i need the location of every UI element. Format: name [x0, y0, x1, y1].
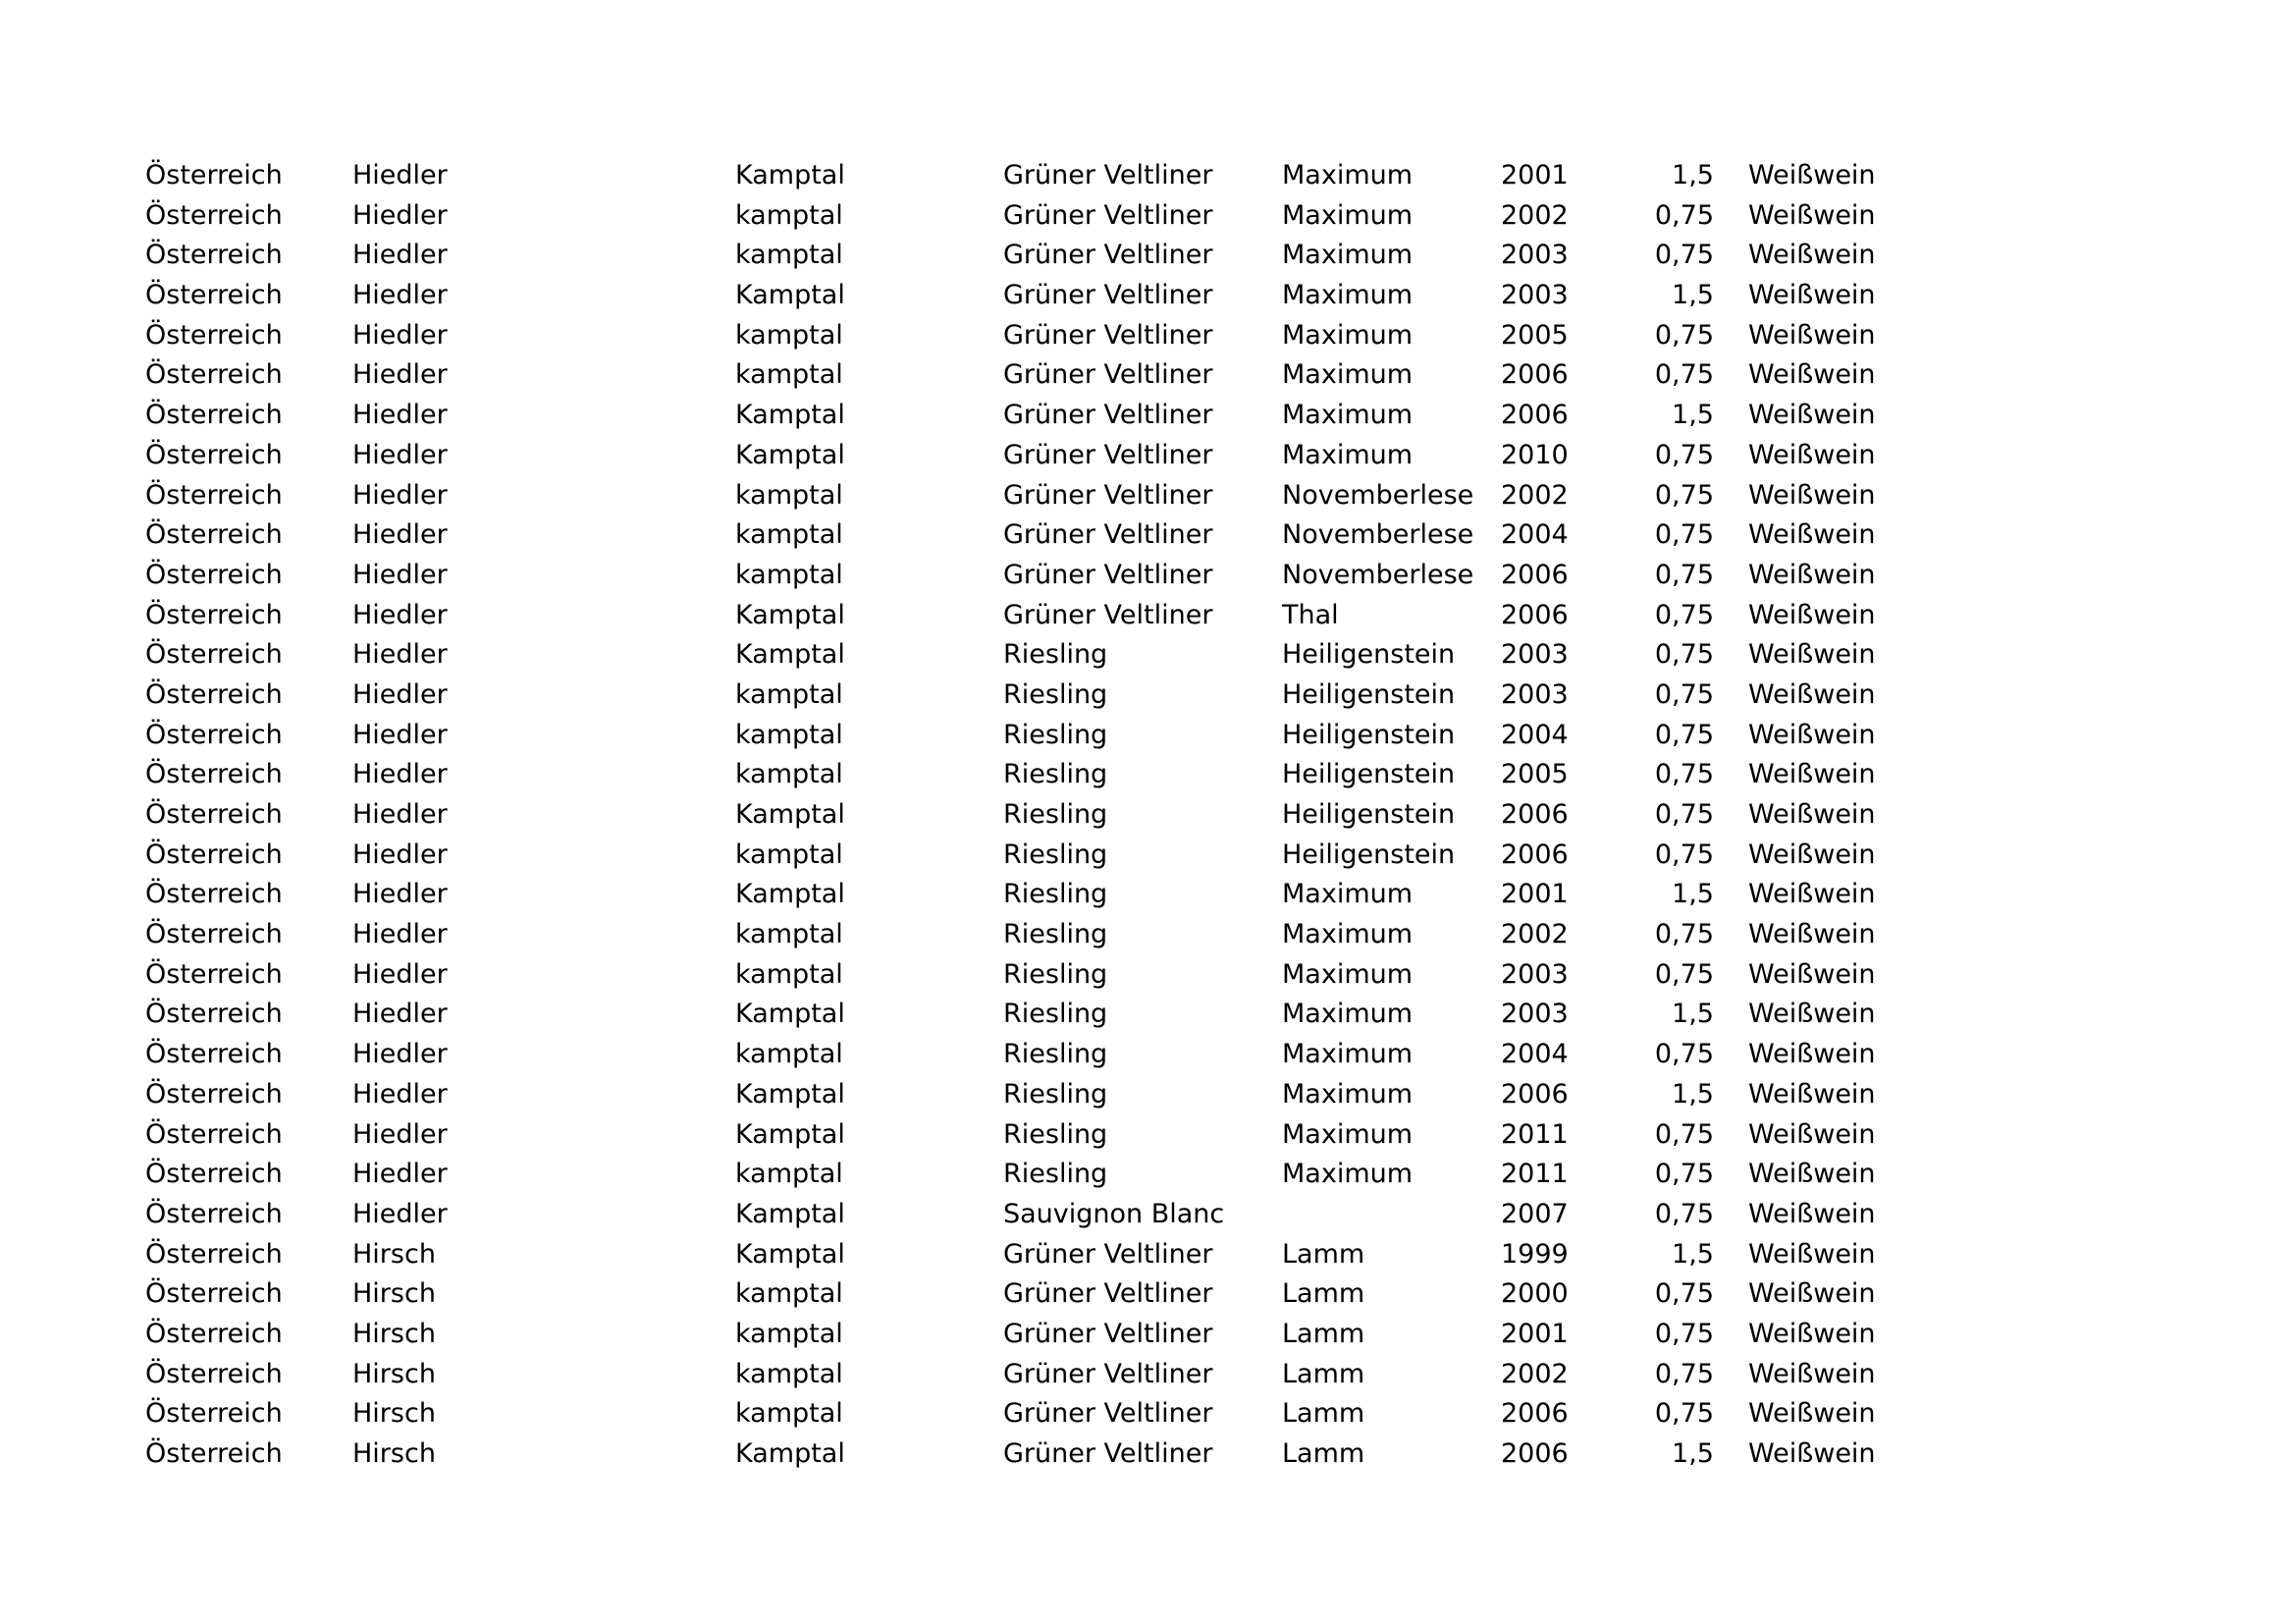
- cell-region: Kamptal: [735, 1118, 845, 1150]
- cell-producer: Hiedler: [352, 919, 448, 950]
- cell-year: 2003: [1501, 639, 1569, 671]
- cell-region: kamptal: [735, 199, 843, 231]
- cell-vineyard: Heiligenstein: [1282, 839, 1456, 870]
- cell-type: Weißwein: [1748, 639, 1876, 671]
- cell-region: Kamptal: [735, 1198, 845, 1229]
- table-row: [145, 1274, 2207, 1315]
- cell-volume: 1,5: [1672, 1238, 1714, 1270]
- table-row: [145, 1115, 2207, 1156]
- cell-year: 2001: [1501, 160, 1569, 190]
- cell-type: Weißwein: [1748, 719, 1876, 750]
- cell-year: 2005: [1501, 759, 1569, 790]
- cell-vineyard: Maximum: [1282, 1159, 1414, 1190]
- table-row: [145, 596, 2207, 636]
- cell-volume: 0,75: [1654, 958, 1714, 990]
- cell-volume: 1,5: [1672, 160, 1714, 190]
- cell-vineyard: Novemberlese: [1282, 479, 1474, 511]
- cell-producer: Hiedler: [352, 559, 448, 590]
- cell-region: Kamptal: [735, 799, 845, 830]
- cell-grape: Riesling: [1003, 678, 1108, 710]
- cell-vineyard: Maximum: [1282, 879, 1414, 910]
- cell-type: Weißwein: [1748, 400, 1876, 431]
- cell-country: Österreich: [145, 1438, 283, 1469]
- cell-year: 2002: [1501, 1358, 1569, 1389]
- cell-year: 2006: [1501, 799, 1569, 830]
- table-row: [145, 1435, 2207, 1475]
- cell-grape: Grüner Veltliner: [1003, 599, 1213, 630]
- cell-region: kamptal: [735, 479, 843, 511]
- cell-vineyard: Lamm: [1282, 1398, 1365, 1430]
- table-row: [145, 1355, 2207, 1395]
- cell-volume: 0,75: [1654, 439, 1714, 470]
- cell-grape: Riesling: [1003, 1078, 1108, 1110]
- cell-region: kamptal: [735, 559, 843, 590]
- table-row: [145, 1394, 2207, 1435]
- cell-year: 2006: [1501, 1438, 1569, 1469]
- cell-grape: Riesling: [1003, 1118, 1108, 1150]
- cell-vineyard: Lamm: [1282, 1238, 1365, 1270]
- table-row: [145, 836, 2207, 876]
- cell-volume: 0,75: [1654, 359, 1714, 391]
- cell-grape: Grüner Veltliner: [1003, 1358, 1213, 1389]
- cell-country: Österreich: [145, 958, 283, 990]
- cell-year: 2006: [1501, 1398, 1569, 1430]
- cell-grape: Riesling: [1003, 879, 1108, 910]
- table-row: [145, 1075, 2207, 1115]
- cell-vineyard: Maximum: [1282, 319, 1414, 351]
- cell-year: 2004: [1501, 519, 1569, 551]
- cell-volume: 0,75: [1654, 1159, 1714, 1190]
- cell-type: Weißwein: [1748, 799, 1876, 830]
- cell-grape: Riesling: [1003, 799, 1108, 830]
- cell-grape: Grüner Veltliner: [1003, 240, 1213, 271]
- cell-vineyard: Maximum: [1282, 280, 1414, 311]
- cell-vineyard: Lamm: [1282, 1278, 1365, 1310]
- cell-vineyard: Maximum: [1282, 958, 1414, 990]
- cell-volume: 0,75: [1654, 799, 1714, 830]
- cell-country: Österreich: [145, 199, 283, 231]
- cell-grape: Riesling: [1003, 639, 1108, 671]
- cell-volume: 0,75: [1654, 559, 1714, 590]
- cell-year: 2007: [1501, 1198, 1569, 1229]
- cell-producer: Hiedler: [352, 1118, 448, 1150]
- cell-volume: 0,75: [1654, 719, 1714, 750]
- cell-producer: Hirsch: [352, 1238, 436, 1270]
- cell-year: 2011: [1501, 1159, 1569, 1190]
- table-row: [145, 515, 2207, 556]
- cell-type: Weißwein: [1748, 1318, 1876, 1349]
- cell-producer: Hiedler: [352, 199, 448, 231]
- cell-type: Weißwein: [1748, 479, 1876, 511]
- cell-type: Weißwein: [1748, 1118, 1876, 1150]
- cell-producer: Hiedler: [352, 479, 448, 511]
- cell-country: Österreich: [145, 879, 283, 910]
- table-row: [145, 1195, 2207, 1235]
- cell-country: Österreich: [145, 519, 283, 551]
- cell-vineyard: Maximum: [1282, 1039, 1414, 1070]
- cell-year: 2003: [1501, 999, 1569, 1030]
- cell-grape: Riesling: [1003, 719, 1108, 750]
- cell-grape: Grüner Veltliner: [1003, 1438, 1213, 1469]
- cell-producer: Hiedler: [352, 439, 448, 470]
- table-row: [145, 156, 2207, 196]
- cell-country: Österreich: [145, 319, 283, 351]
- cell-volume: 0,75: [1654, 1358, 1714, 1389]
- cell-country: Österreich: [145, 639, 283, 671]
- cell-region: Kamptal: [735, 599, 845, 630]
- table-row: [145, 1155, 2207, 1195]
- cell-producer: Hiedler: [352, 599, 448, 630]
- cell-country: Österreich: [145, 719, 283, 750]
- cell-year: 2004: [1501, 719, 1569, 750]
- cell-type: Weißwein: [1748, 599, 1876, 630]
- cell-region: kamptal: [735, 958, 843, 990]
- cell-region: Kamptal: [735, 1438, 845, 1469]
- cell-vineyard: Heiligenstein: [1282, 639, 1456, 671]
- cell-type: Weißwein: [1748, 958, 1876, 990]
- cell-region: kamptal: [735, 1039, 843, 1070]
- cell-grape: Sauvignon Blanc: [1003, 1198, 1225, 1229]
- cell-grape: Grüner Veltliner: [1003, 359, 1213, 391]
- table-row: [145, 1035, 2207, 1075]
- cell-region: kamptal: [735, 1358, 843, 1389]
- cell-type: Weißwein: [1748, 559, 1876, 590]
- cell-producer: Hiedler: [352, 1039, 448, 1070]
- cell-volume: 0,75: [1654, 1318, 1714, 1349]
- cell-region: Kamptal: [735, 439, 845, 470]
- cell-producer: Hiedler: [352, 240, 448, 271]
- cell-volume: 0,75: [1654, 479, 1714, 511]
- cell-grape: Riesling: [1003, 1039, 1108, 1070]
- cell-vineyard: Maximum: [1282, 439, 1414, 470]
- cell-type: Weißwein: [1748, 678, 1876, 710]
- cell-country: Österreich: [145, 359, 283, 391]
- cell-producer: Hiedler: [352, 759, 448, 790]
- cell-volume: 1,5: [1672, 1078, 1714, 1110]
- cell-producer: Hiedler: [352, 678, 448, 710]
- cell-country: Österreich: [145, 240, 283, 271]
- cell-vineyard: Maximum: [1282, 400, 1414, 431]
- cell-region: kamptal: [735, 719, 843, 750]
- cell-volume: 1,5: [1672, 1438, 1714, 1469]
- cell-vineyard: Lamm: [1282, 1318, 1365, 1349]
- cell-region: kamptal: [735, 759, 843, 790]
- cell-volume: 0,75: [1654, 1398, 1714, 1430]
- cell-vineyard: Heiligenstein: [1282, 799, 1456, 830]
- cell-volume: 0,75: [1654, 759, 1714, 790]
- table-row: [145, 355, 2207, 396]
- cell-producer: Hiedler: [352, 519, 448, 551]
- cell-volume: 0,75: [1654, 240, 1714, 271]
- cell-type: Weißwein: [1748, 1438, 1876, 1469]
- cell-region: kamptal: [735, 839, 843, 870]
- table-row: [145, 196, 2207, 237]
- cell-grape: Riesling: [1003, 919, 1108, 950]
- cell-grape: Riesling: [1003, 839, 1108, 870]
- cell-year: 2004: [1501, 1039, 1569, 1070]
- table-row: [145, 915, 2207, 955]
- cell-region: kamptal: [735, 359, 843, 391]
- cell-year: 2006: [1501, 839, 1569, 870]
- cell-country: Österreich: [145, 400, 283, 431]
- cell-type: Weißwein: [1748, 839, 1876, 870]
- cell-producer: Hiedler: [352, 879, 448, 910]
- cell-year: 2006: [1501, 400, 1569, 431]
- cell-country: Österreich: [145, 559, 283, 590]
- cell-volume: 0,75: [1654, 919, 1714, 950]
- cell-year: 2006: [1501, 1078, 1569, 1110]
- cell-year: 2003: [1501, 240, 1569, 271]
- cell-type: Weißwein: [1748, 1159, 1876, 1190]
- cell-year: 2001: [1501, 879, 1569, 910]
- cell-producer: Hiedler: [352, 359, 448, 391]
- cell-vineyard: Heiligenstein: [1282, 759, 1456, 790]
- table-row: [145, 276, 2207, 316]
- cell-vineyard: Thal: [1282, 599, 1339, 630]
- cell-volume: 1,5: [1672, 879, 1714, 910]
- cell-year: 2003: [1501, 280, 1569, 311]
- cell-vineyard: Maximum: [1282, 240, 1414, 271]
- cell-producer: Hiedler: [352, 1078, 448, 1110]
- cell-year: 2002: [1501, 919, 1569, 950]
- cell-grape: Grüner Veltliner: [1003, 559, 1213, 590]
- cell-grape: Riesling: [1003, 759, 1108, 790]
- cell-vineyard: Maximum: [1282, 1118, 1414, 1150]
- cell-producer: Hiedler: [352, 319, 448, 351]
- cell-vineyard: Novemberlese: [1282, 559, 1474, 590]
- table-row: [145, 755, 2207, 795]
- cell-grape: Grüner Veltliner: [1003, 1278, 1213, 1310]
- cell-region: kamptal: [735, 1398, 843, 1430]
- cell-volume: 0,75: [1654, 319, 1714, 351]
- cell-type: Weißwein: [1748, 919, 1876, 950]
- cell-grape: Grüner Veltliner: [1003, 199, 1213, 231]
- cell-grape: Riesling: [1003, 958, 1108, 990]
- table-row: [145, 1315, 2207, 1355]
- cell-grape: Grüner Veltliner: [1003, 280, 1213, 311]
- cell-country: Österreich: [145, 1238, 283, 1270]
- cell-grape: Grüner Veltliner: [1003, 1238, 1213, 1270]
- cell-country: Österreich: [145, 1118, 283, 1150]
- table-row: [145, 236, 2207, 276]
- cell-type: Weißwein: [1748, 439, 1876, 470]
- cell-type: Weißwein: [1748, 1039, 1876, 1070]
- cell-year: 2001: [1501, 1318, 1569, 1349]
- cell-year: 2000: [1501, 1278, 1569, 1310]
- cell-volume: 1,5: [1672, 400, 1714, 431]
- table-row: [145, 995, 2207, 1035]
- cell-producer: Hiedler: [352, 799, 448, 830]
- cell-producer: Hiedler: [352, 639, 448, 671]
- cell-vineyard: Maximum: [1282, 919, 1414, 950]
- table-row: [145, 635, 2207, 676]
- cell-country: Österreich: [145, 799, 283, 830]
- cell-volume: 0,75: [1654, 639, 1714, 671]
- cell-region: Kamptal: [735, 160, 845, 190]
- cell-country: Österreich: [145, 839, 283, 870]
- cell-producer: Hiedler: [352, 1198, 448, 1229]
- cell-grape: Grüner Veltliner: [1003, 160, 1213, 190]
- cell-region: kamptal: [735, 1318, 843, 1349]
- cell-country: Österreich: [145, 1198, 283, 1229]
- cell-country: Österreich: [145, 678, 283, 710]
- cell-volume: 0,75: [1654, 1198, 1714, 1229]
- cell-country: Österreich: [145, 479, 283, 511]
- cell-country: Österreich: [145, 1278, 283, 1310]
- cell-region: kamptal: [735, 678, 843, 710]
- cell-volume: 0,75: [1654, 1118, 1714, 1150]
- table-row: [145, 316, 2207, 356]
- table-row: [145, 436, 2207, 476]
- cell-year: 2006: [1501, 599, 1569, 630]
- cell-region: Kamptal: [735, 879, 845, 910]
- cell-type: Weißwein: [1748, 319, 1876, 351]
- cell-volume: 1,5: [1672, 999, 1714, 1030]
- cell-year: 2011: [1501, 1118, 1569, 1150]
- cell-type: Weißwein: [1748, 1278, 1876, 1310]
- cell-year: 1999: [1501, 1238, 1569, 1270]
- cell-year: 2006: [1501, 359, 1569, 391]
- cell-region: Kamptal: [735, 639, 845, 671]
- cell-region: kamptal: [735, 240, 843, 271]
- cell-vineyard: Lamm: [1282, 1358, 1365, 1389]
- cell-country: Österreich: [145, 999, 283, 1030]
- cell-country: Österreich: [145, 1078, 283, 1110]
- cell-producer: Hirsch: [352, 1398, 436, 1430]
- cell-producer: Hiedler: [352, 999, 448, 1030]
- cell-grape: Riesling: [1003, 1159, 1108, 1190]
- cell-type: Weißwein: [1748, 999, 1876, 1030]
- cell-region: Kamptal: [735, 1238, 845, 1270]
- table-row: [145, 875, 2207, 915]
- cell-grape: Grüner Veltliner: [1003, 479, 1213, 511]
- cell-vineyard: Maximum: [1282, 999, 1414, 1030]
- cell-type: Weißwein: [1748, 1078, 1876, 1110]
- cell-volume: 0,75: [1654, 1039, 1714, 1070]
- cell-type: Weißwein: [1748, 879, 1876, 910]
- cell-volume: 1,5: [1672, 280, 1714, 311]
- cell-type: Weißwein: [1748, 160, 1876, 190]
- cell-type: Weißwein: [1748, 240, 1876, 271]
- cell-volume: 0,75: [1654, 678, 1714, 710]
- cell-vineyard: Heiligenstein: [1282, 678, 1456, 710]
- cell-country: Österreich: [145, 160, 283, 190]
- cell-country: Österreich: [145, 919, 283, 950]
- cell-producer: Hirsch: [352, 1358, 436, 1389]
- cell-producer: Hiedler: [352, 400, 448, 431]
- cell-country: Österreich: [145, 1159, 283, 1190]
- cell-region: Kamptal: [735, 280, 845, 311]
- table-row: [145, 1235, 2207, 1275]
- cell-vineyard: Maximum: [1282, 359, 1414, 391]
- cell-producer: Hiedler: [352, 719, 448, 750]
- cell-region: kamptal: [735, 1159, 843, 1190]
- table-row: [145, 795, 2207, 836]
- wine-table: [145, 156, 2207, 1475]
- cell-vineyard: Maximum: [1282, 199, 1414, 231]
- cell-year: 2003: [1501, 678, 1569, 710]
- cell-region: kamptal: [735, 319, 843, 351]
- cell-year: 2006: [1501, 559, 1569, 590]
- cell-country: Österreich: [145, 1358, 283, 1389]
- cell-country: Österreich: [145, 599, 283, 630]
- cell-volume: 0,75: [1654, 1278, 1714, 1310]
- cell-vineyard: Maximum: [1282, 1078, 1414, 1110]
- cell-producer: Hiedler: [352, 958, 448, 990]
- cell-grape: Grüner Veltliner: [1003, 1318, 1213, 1349]
- cell-grape: Grüner Veltliner: [1003, 519, 1213, 551]
- cell-type: Weißwein: [1748, 759, 1876, 790]
- cell-country: Österreich: [145, 439, 283, 470]
- cell-vineyard: Heiligenstein: [1282, 719, 1456, 750]
- cell-type: Weißwein: [1748, 1198, 1876, 1229]
- cell-volume: 0,75: [1654, 199, 1714, 231]
- cell-country: Österreich: [145, 280, 283, 311]
- cell-grape: Riesling: [1003, 999, 1108, 1030]
- cell-volume: 0,75: [1654, 839, 1714, 870]
- cell-grape: Grüner Veltliner: [1003, 1398, 1213, 1430]
- cell-producer: Hiedler: [352, 160, 448, 190]
- table-row: [145, 476, 2207, 516]
- table-row: [145, 396, 2207, 436]
- cell-grape: Grüner Veltliner: [1003, 400, 1213, 431]
- cell-grape: Grüner Veltliner: [1003, 319, 1213, 351]
- cell-country: Österreich: [145, 1039, 283, 1070]
- table-row: [145, 676, 2207, 716]
- cell-vineyard: Novemberlese: [1282, 519, 1474, 551]
- cell-vineyard: Lamm: [1282, 1438, 1365, 1469]
- cell-type: Weißwein: [1748, 519, 1876, 551]
- cell-region: Kamptal: [735, 400, 845, 431]
- cell-producer: Hirsch: [352, 1278, 436, 1310]
- table-row: [145, 716, 2207, 756]
- cell-grape: Grüner Veltliner: [1003, 439, 1213, 470]
- cell-producer: Hirsch: [352, 1318, 436, 1349]
- cell-country: Österreich: [145, 1318, 283, 1349]
- cell-volume: 0,75: [1654, 519, 1714, 551]
- cell-type: Weißwein: [1748, 280, 1876, 311]
- cell-type: Weißwein: [1748, 199, 1876, 231]
- cell-year: 2002: [1501, 199, 1569, 231]
- cell-type: Weißwein: [1748, 359, 1876, 391]
- cell-country: Österreich: [145, 1398, 283, 1430]
- cell-year: 2010: [1501, 439, 1569, 470]
- cell-region: kamptal: [735, 519, 843, 551]
- cell-producer: Hirsch: [352, 1438, 436, 1469]
- cell-year: 2002: [1501, 479, 1569, 511]
- cell-vineyard: Maximum: [1282, 160, 1414, 190]
- cell-type: Weißwein: [1748, 1398, 1876, 1430]
- cell-producer: Hiedler: [352, 1159, 448, 1190]
- cell-year: 2003: [1501, 958, 1569, 990]
- cell-producer: Hiedler: [352, 839, 448, 870]
- cell-region: Kamptal: [735, 1078, 845, 1110]
- cell-year: 2005: [1501, 319, 1569, 351]
- table-row: [145, 556, 2207, 596]
- cell-producer: Hiedler: [352, 280, 448, 311]
- cell-type: Weißwein: [1748, 1238, 1876, 1270]
- cell-country: Österreich: [145, 759, 283, 790]
- cell-volume: 0,75: [1654, 599, 1714, 630]
- table-row: [145, 955, 2207, 996]
- cell-region: kamptal: [735, 1278, 843, 1310]
- cell-region: kamptal: [735, 919, 843, 950]
- cell-region: Kamptal: [735, 999, 845, 1030]
- cell-type: Weißwein: [1748, 1358, 1876, 1389]
